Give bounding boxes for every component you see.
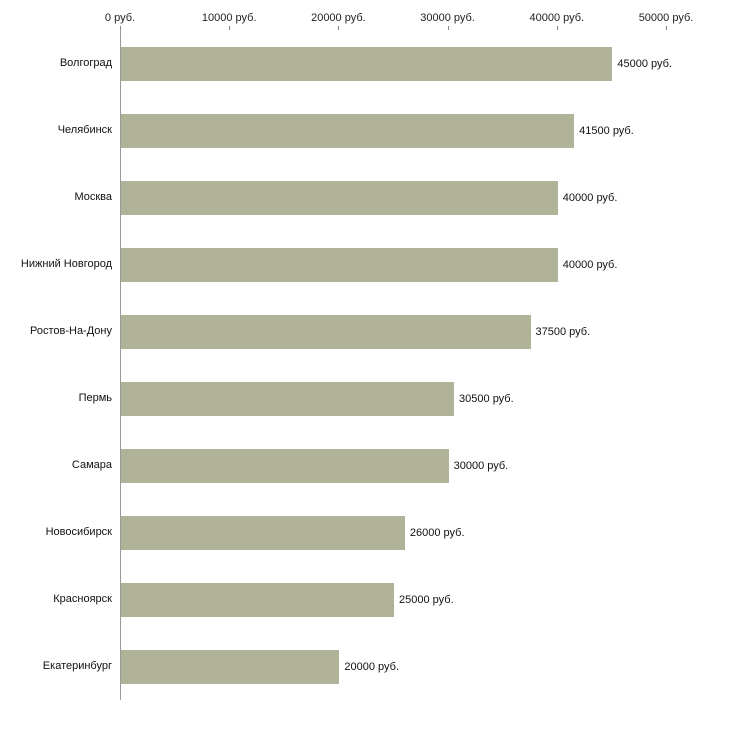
bar-row [0,164,730,231]
x-axis-tick-label: 40000 руб. [529,12,585,24]
category-label: Екатеринбург [42,660,112,672]
category-label: Москва [74,191,112,203]
bar-row [0,633,730,700]
bar[interactable] [121,315,531,349]
bar-value-label: 30500 руб. [459,392,514,405]
x-axis-tick-label: 10000 руб. [201,12,257,24]
x-axis [0,0,730,30]
bar-row [0,298,730,365]
x-axis-tick-label: 30000 руб. [420,12,475,24]
bar-value-label: 41500 руб. [579,124,634,137]
bar-value-label: 20000 руб. [344,660,400,673]
category-label: Волгоград [59,57,112,69]
bar-row [0,231,730,298]
category-label: Ростов-На-Дону [29,325,112,337]
bar-row [0,365,730,432]
bar-row [0,432,730,499]
bar[interactable] [121,114,574,148]
bar[interactable] [121,181,558,215]
bar-value-label: 25000 руб. [399,593,454,606]
category-label: Новосибирск [45,526,112,538]
category-label: Нижний Новгород [20,258,112,270]
category-label: Самара [71,459,112,471]
bar[interactable] [121,650,339,684]
bar[interactable] [121,382,454,416]
x-axis-tick-label: 50000 руб. [638,12,694,24]
bar-value-label: 37500 руб. [535,325,591,338]
x-axis-tick-label: 20000 руб. [311,12,366,24]
category-label: Пермь [78,392,112,404]
x-axis-tick-label: 0 руб. [104,12,136,24]
bar-row [0,97,730,164]
bar-value-label: 40000 руб. [562,258,618,271]
category-label: Челябинск [57,124,112,136]
bar-value-label: 40000 руб. [562,191,618,204]
bar[interactable] [121,47,612,81]
bar-value-label: 26000 руб. [409,526,465,539]
bar[interactable] [121,583,394,617]
bar[interactable] [121,248,558,282]
bar-value-label: 30000 руб. [453,459,509,472]
bar-row [0,499,730,566]
bar[interactable] [121,449,449,483]
category-label: Красноярск [53,593,112,605]
bar[interactable] [121,516,405,550]
bar-row [0,566,730,633]
bar-value-label: 45000 руб. [617,57,673,70]
bar-row [0,30,730,97]
